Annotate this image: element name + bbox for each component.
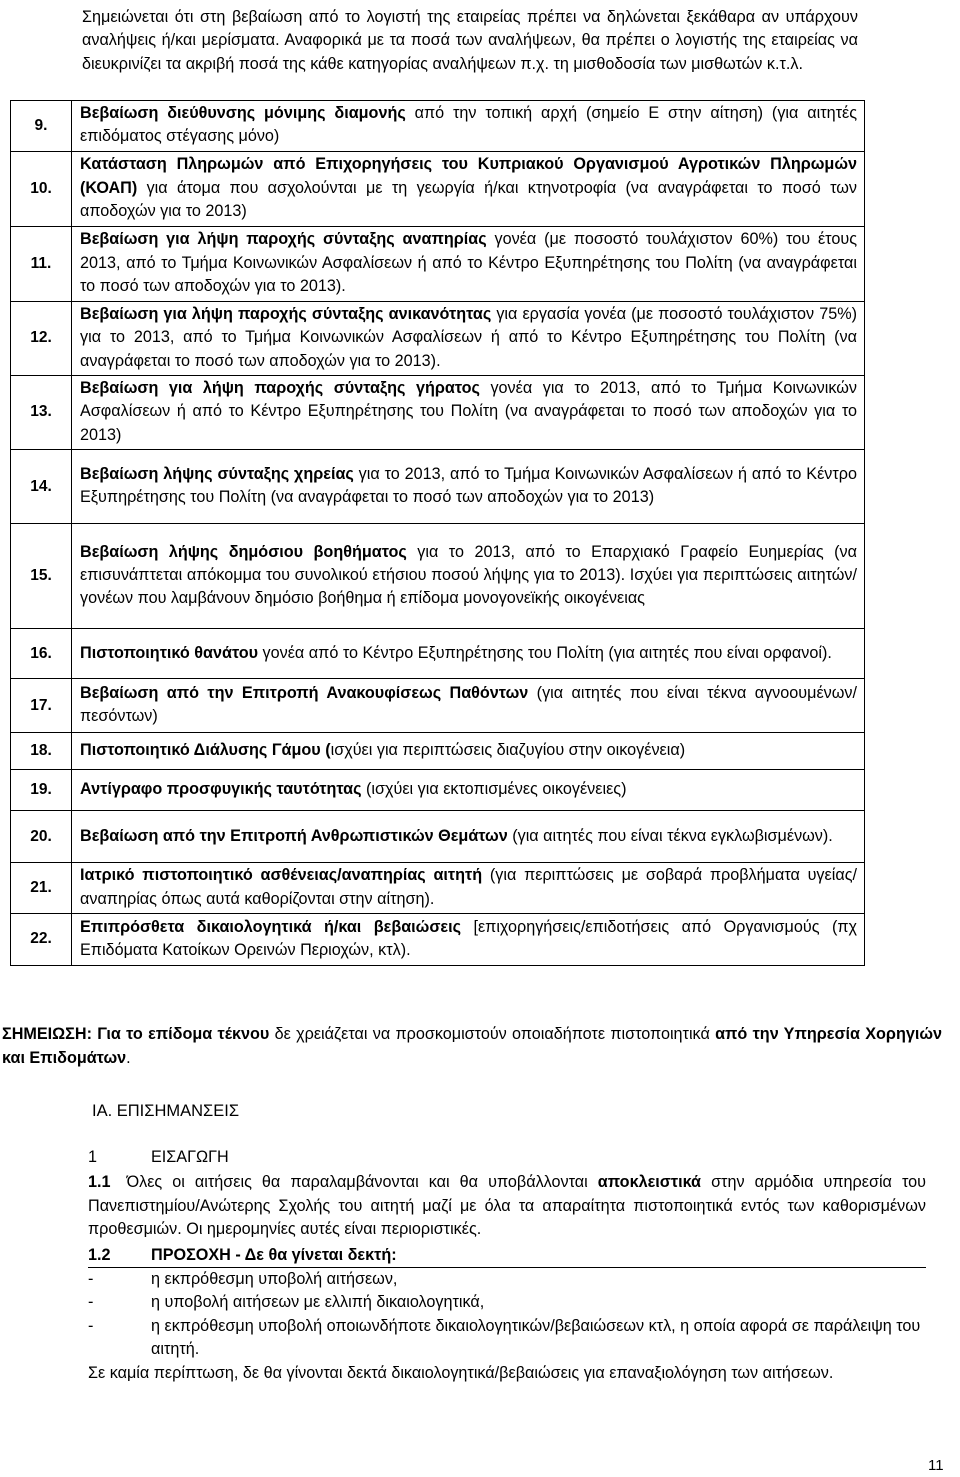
note-paragraph: ΣΗΜΕΙΩΣΗ: Για το επίδομα τέκνου δε χρειάζεται να προσκομιστούν οποιαδήποτε πιστοποιητικά από την Υπηρεσία Χορηγιών και Επιδομάτων. — [2, 1025, 943, 1067]
item-text: Βεβαίωση λήψης σύνταξης χηρείας για το 2013, από το Τμήμα Κοινωνικών Ασφαλίσεων ή από το Κέντρο Εξυπηρέτησης του Πολίτη (να αναγράφεται το ποσό των αποδοχών για το 2013) — [72, 450, 865, 524]
documents-table — [10, 100, 865, 966]
paragraph-1-1: 1.1 Όλες οι αιτήσεις θα παραλαμβάνονται και θα υποβάλλονται αποκλειστικά στην αρμόδια υπηρεσία του Πανεπιστημίου/Ανώτερης Σχολής του αιτητή μαζί με όλα τα απαραίτητα πιστοποιητικά εντός των καθορισμένων προθεσμιών. Οι ημερομηνίες αυτές είναι περιοριστικές. — [88, 1173, 926, 1239]
table-row — [11, 151, 865, 226]
item-text: Αντίγραφο προσφυγικής ταυτότητας (ισχύει για εκτοπισμένες οικογένειες) — [72, 770, 865, 811]
item-text: Πιστοποιητικό Διάλυσης Γάμου (ισχύει για περιπτώσεις διαζυγίου στην οικογένεια) — [72, 733, 865, 770]
item-number: 16. — [11, 629, 72, 679]
table-row — [11, 770, 865, 811]
list-item: - η εκπρόθεσμη υποβολή οποιωνδήποτε δικαιολογητικών/βεβαιώσεων κτλ, η οποία αφορά σε παράλειψη του αιτητή. — [88, 1316, 921, 1359]
table-row — [11, 811, 865, 863]
item-number: 10. — [11, 151, 72, 226]
remarks-section — [88, 1146, 926, 1385]
item-text: Πιστοποιητικό θανάτου γονέα από το Κέντρο Εξυπηρέτησης του Πολίτη (για αιτητές που είναι ορφανοί). — [72, 629, 865, 679]
table-row — [11, 226, 865, 301]
table-row — [11, 863, 865, 914]
table-row — [11, 679, 865, 733]
table-row — [11, 733, 865, 770]
note-label: ΣΗΜΕΙΩΣΗ: Για το επίδομα τέκνου — [2, 1025, 270, 1043]
item-number: 18. — [11, 733, 72, 770]
item-text: Βεβαίωση για λήψη παροχής σύνταξης αναπηρίας γονέα (με ποσοστό τουλάχιστον 60%) του έτους 2013, από το Τμήμα Κοινωνικών Ασφαλίσεων ή από το Κέντρο Εξυπηρέτησης του Πολίτη (να αναγράφεται το ποσό των αποδοχών για το 2013). — [72, 226, 865, 301]
item-text: Βεβαίωση από την Επιτροπή Ανθρωπιστικών Θεμάτων (για αιτητές που είναι τέκνα εγκλωβισμένων). — [72, 811, 865, 863]
item-text: Βεβαίωση διεύθυνσης μόνιμης διαμονής από την τοπική αρχή (σημείο Ε στην αίτηση) (για αιτητές επιδόματος στέγασης μόνο) — [72, 101, 865, 152]
item-text: Επιπρόσθετα δικαιολογητικά ή/και βεβαιώσεις [επιχορηγήσεις/επιδοτήσεις από Οργανισμούς (πχ Επιδόματα Κατοίκων Ορεινών Περιοχών, κτλ). — [72, 914, 865, 966]
item-number: 14. — [11, 450, 72, 524]
item-text: Βεβαίωση για λήψη παροχής σύνταξης γήρατος γονέα για το 2013, από το Τμήμα Κοινωνικών Ασφαλίσεων ή από το Κέντρο Εξυπηρέτησης του Πολίτη (να αναγράφεται το ποσό των αποδοχών για το 2013) — [72, 376, 865, 450]
section-title: ΙΑ. ΕΠΙΣΗΜΑΝΣΕΙΣ — [92, 1102, 240, 1120]
item-number: 17. — [11, 679, 72, 733]
table-row — [11, 301, 865, 375]
item-text: Βεβαίωση από την Επιτροπή Ανακουφίσεως Παθόντων (για αιτητές που είναι τέκνα αγνοουμένων/πεσόντων) — [72, 679, 865, 733]
item-text: Κατάσταση Πληρωμών από Επιχορηγήσεις του Κυπριακού Οργανισμού Αγροτικών Πληρωμών (ΚΟΑΠ) για άτομα που ασχολούνται με τη γεωργία ή/και κτηνοτροφία (να αναγράφεται το ποσό των αποδοχών για το 2013) — [72, 151, 865, 226]
item-text: Βεβαίωση για λήψη παροχής σύνταξης ανικανότητας για εργασία γονέα (με ποσοστό τουλάχιστον 75%) για το 2013, από το Τμήμα Κοινωνικών Ασφαλίσεων ή από το Κέντρο Εξυπηρέτησης του Πολίτη (να αναγράφεται το ποσό των αποδοχών για το 2013). — [72, 301, 865, 375]
table-row — [11, 524, 865, 629]
heading-introduction: 1 ΕΙΣΑΓΩΓΗ — [88, 1148, 229, 1166]
item-number: 20. — [11, 811, 72, 863]
item-number: 22. — [11, 914, 72, 966]
table-row — [11, 629, 865, 679]
item-number: 9. — [11, 101, 72, 152]
table-row — [11, 101, 865, 152]
final-paragraph: Σε καμία περίπτωση, δε θα γίνονται δεκτά δικαιολογητικά/βεβαιώσεις για επαναξιολόγηση των αιτήσεων. — [88, 1363, 834, 1382]
intro-paragraph: Σημειώνεται ότι στη βεβαίωση από το λογιστή της εταιρείας πρέπει να δηλώνεται ξεκάθαρα αν υπάρχουν αναλήψεις ή/και μερίσματα. Αναφορικά με τα ποσά των αναλήψεων, θα πρέπει ο λογιστής της εταιρείας να διευκρινίζει τα ακριβή ποσά της κάθε κατηγορίας αναλήψεων π.χ. τη μισθοδοσία των μισθωτών κ.τ.λ. — [82, 8, 858, 73]
item-number: 12. — [11, 301, 72, 375]
table-row — [11, 376, 865, 450]
item-number: 13. — [11, 376, 72, 450]
list-item: - η υποβολή αιτήσεων με ελλιπή δικαιολογητικά, — [88, 1293, 485, 1312]
item-number: 21. — [11, 863, 72, 914]
list-item: - η εκπρόθεσμη υποβολή αιτήσεων, — [88, 1270, 398, 1289]
item-number: 11. — [11, 226, 72, 301]
item-number: 19. — [11, 770, 72, 811]
page-number: 11 — [928, 1457, 944, 1474]
table-row — [11, 450, 865, 524]
item-text: Βεβαίωση λήψης δημόσιου βοηθήματος για το 2013, από το Επαρχιακό Γραφείο Ευημερίας (να επισυνάπτεται απόκομμα του συνολικού ετήσιου ποσού λήψης για το 2013). Ισχύει για περιπτώσεις αιτητών/γονέων που λαμβάνουν δημόσιο βοήθημα ή επίδομα μονογονεϊκής οικογένειας — [72, 524, 865, 629]
item-number: 15. — [11, 524, 72, 629]
table-row — [11, 914, 865, 966]
item-text: Ιατρικό πιστοποιητικό ασθένειας/αναπηρίας αιτητή (για περιπτώσεις με σοβαρά προβλήματα υγείας/αναπηρίας όπως αυτά καθορίζονται στην αίτηση). — [72, 863, 865, 914]
heading-attention: 1.2 ΠΡΟΣΟΧΗ - Δε θα γίνεται δεκτή: — [88, 1244, 926, 1268]
